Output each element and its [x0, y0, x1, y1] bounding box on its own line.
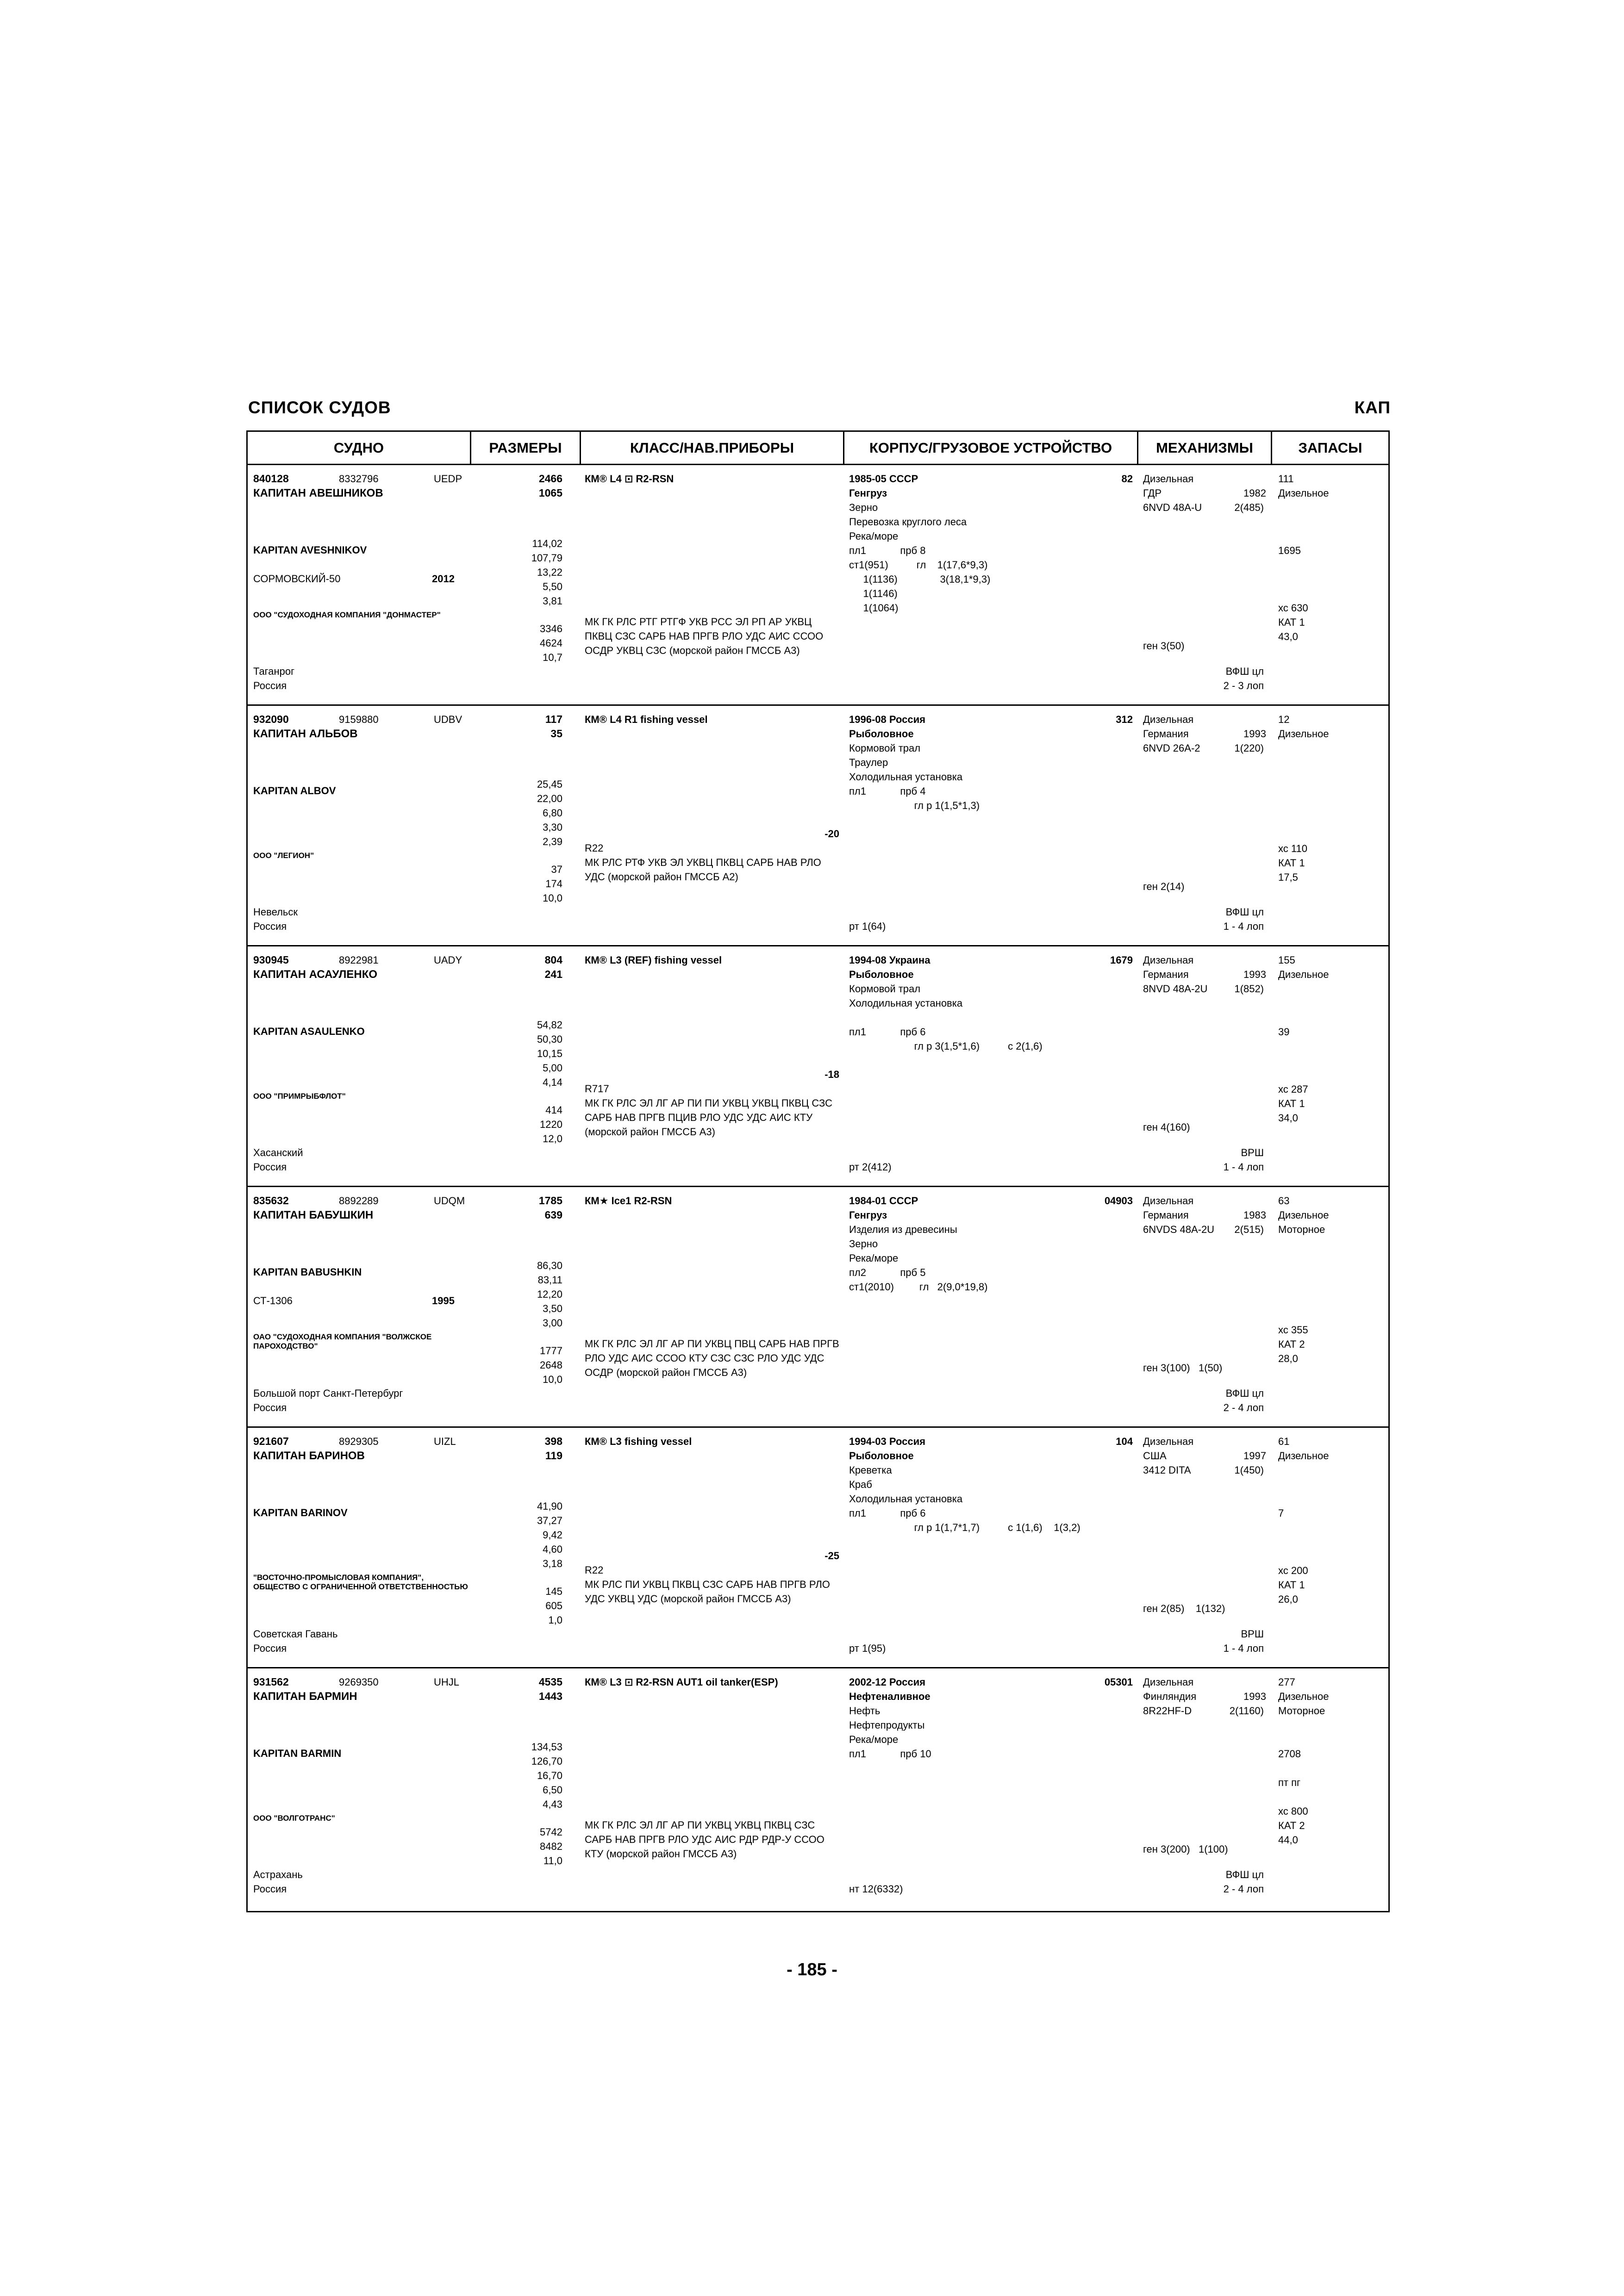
dimension-value: 3,18	[543, 1558, 562, 1569]
capacity-value: 2648	[540, 1359, 562, 1371]
flag-country: Россия	[253, 1161, 287, 1173]
engine-info: 6NVD 26A-2	[1143, 742, 1200, 754]
column-header-ship: СУДНО	[333, 440, 384, 456]
deadweight: 1785	[538, 1195, 562, 1207]
vessel-type: Рыболовное	[849, 728, 914, 740]
ship-name-ru: КАПИТАН БАРИНОВ	[253, 1450, 365, 1462]
call-sign: UEDP	[434, 473, 462, 485]
hold-info: пл1 прб 6	[849, 1507, 926, 1519]
dimension-value: 2,39	[543, 836, 562, 847]
build-number: 104	[1116, 1436, 1133, 1447]
cargo-type: Холодильная установка	[849, 1493, 963, 1505]
stores-value: 28,0	[1278, 1353, 1298, 1364]
capacity-value: 10,0	[543, 892, 562, 904]
call-sign: UHJL	[434, 1676, 460, 1688]
refrigerant: R22	[585, 842, 604, 854]
engine-power: 2(485)	[1234, 502, 1264, 513]
engine-info: Дизельная	[1143, 1676, 1194, 1688]
propeller-blades: 1 - 4 лоп	[1223, 1643, 1264, 1654]
engine-year: 1983	[1243, 1209, 1266, 1221]
home-port: Таганрог	[253, 666, 295, 677]
stores-value: Моторное	[1278, 1705, 1325, 1717]
flag-country: Россия	[253, 1402, 287, 1413]
capacity-value: 4624	[540, 637, 562, 649]
section-code: КАП	[1354, 398, 1391, 417]
flag-country: Россия	[253, 680, 287, 691]
ship-record	[248, 465, 1388, 706]
registry-number: 840128	[253, 473, 289, 485]
stores-value: 7	[1278, 1507, 1284, 1519]
gross-tonnage: 639	[544, 1209, 562, 1221]
cargo-type: Река/море	[849, 530, 899, 542]
propeller-blades: 2 - 4 лоп	[1223, 1883, 1264, 1895]
hold-info: пл1 прб 4	[849, 785, 926, 797]
build-number: 04903	[1104, 1195, 1133, 1207]
project-year: 2012	[432, 573, 455, 585]
registry-number: 921607	[253, 1435, 289, 1447]
stores-value: Дизельное	[1278, 1450, 1329, 1462]
dimension-value: 107,79	[531, 552, 562, 564]
stores-value: Дизельное	[1278, 728, 1329, 740]
engine-info: Финляндия	[1143, 1691, 1197, 1702]
engine-power: 1(450)	[1234, 1464, 1264, 1476]
registry-number: 930945	[253, 954, 289, 966]
gross-tonnage: 1065	[538, 487, 562, 499]
dimension-value: 86,30	[537, 1260, 562, 1271]
capacity-value: 1220	[540, 1119, 562, 1130]
propeller-blades: 2 - 4 лоп	[1223, 1402, 1264, 1413]
dimension-value: 16,70	[537, 1770, 562, 1781]
engine-info: Дизельная	[1143, 1436, 1194, 1447]
deadweight: 117	[545, 713, 562, 725]
hold-info: гл р 1(1,7*1,7) с 1(1,6) 1(3,2)	[849, 1522, 1081, 1533]
capacity-value: 12,0	[543, 1133, 562, 1145]
dimension-value: 3,30	[543, 821, 562, 833]
vessel-type: Генгруз	[849, 1209, 887, 1221]
nav-equipment: МК ГК РЛС ЭЛ ЛГ АР ПИ УКВЦ УКВЦ ПКВЦ СЗС САРБ НАВ ПРГВ РЛО УДС АИС РДР РДР-У ССОО КТУ (морской район ГМССБ А3)	[585, 1819, 824, 1860]
stores-value: КАТ 1	[1278, 857, 1305, 869]
engine-info: 8R22HF-D	[1143, 1705, 1192, 1717]
cargo-type: Зерно	[849, 1238, 878, 1250]
dimension-value: 25,45	[537, 778, 562, 790]
capacity-value: 1,0	[548, 1614, 562, 1626]
dimension-value: 9,42	[543, 1529, 562, 1541]
stores-value: 2708	[1278, 1748, 1301, 1760]
stores-value: хс 110	[1278, 843, 1307, 854]
build-date-country: 1984-01 СССР	[849, 1195, 918, 1207]
call-sign: UDBV	[434, 714, 462, 725]
cargo-type: Река/море	[849, 1252, 899, 1264]
column-header-stores: ЗАПАСЫ	[1298, 440, 1362, 456]
dimension-value: 114,02	[532, 538, 562, 549]
engine-info: Дизельная	[1143, 954, 1194, 966]
stores-value: Дизельное	[1278, 487, 1329, 499]
dimension-value: 3,81	[543, 595, 562, 607]
imo-number: 9159880	[339, 714, 379, 725]
generators: ген 2(14)	[1143, 881, 1185, 892]
cargo-type: Холодильная установка	[849, 997, 963, 1009]
stores-value: Дизельное	[1278, 1691, 1329, 1702]
stores-value: КАТ 1	[1278, 1579, 1305, 1591]
dimension-value: 41,90	[537, 1500, 562, 1512]
generators: ген 4(160)	[1143, 1121, 1190, 1133]
nav-equipment: МК РЛС ПИ УКВЦ ПКВЦ СЗС САРБ НАВ ПРГВ РЛО УДС УКВЦ УДС (морской район ГМССБ А3)	[585, 1579, 830, 1605]
capacity-value: 11,0	[543, 1855, 562, 1867]
dimension-value: 134,53	[531, 1741, 562, 1753]
refrigeration-temp: -18	[824, 1069, 839, 1080]
propeller: ВФШ цл	[1225, 906, 1264, 918]
stores-value: 111	[1278, 473, 1294, 485]
owner-name: "ВОСТОЧНО-ПРОМЫСЛОВАЯ КОМПАНИЯ", ОБЩЕСТВО С ОГРАНИЧЕННОЙ ОТВЕТСТВЕННОСТЬЮ	[253, 1573, 468, 1591]
build-date-country: 1994-03 Россия	[849, 1436, 925, 1447]
stores-value: 63	[1278, 1195, 1290, 1207]
stores-value: хс 287	[1278, 1083, 1308, 1095]
stores-value: 26,0	[1278, 1593, 1298, 1605]
generators: ген 3(100) 1(50)	[1143, 1362, 1223, 1374]
stores-value: КАТ 2	[1278, 1338, 1305, 1350]
imo-number: 8892289	[339, 1195, 379, 1207]
cargo-tanks: рт 1(64)	[849, 921, 886, 932]
deadweight: 804	[544, 954, 562, 966]
column-header-row	[248, 432, 1388, 465]
engine-year: 1993	[1243, 1691, 1266, 1702]
registry-number: 835632	[253, 1195, 289, 1207]
propeller-blades: 2 - 3 лоп	[1223, 680, 1264, 691]
class-notation: КМ® L4 ⊡ R2-RSN	[585, 473, 674, 485]
dimension-value: 5,00	[543, 1062, 562, 1074]
engine-info: 3412 DITA	[1143, 1464, 1191, 1476]
cargo-type: Нефтепродукты	[849, 1719, 925, 1731]
stores-value: хс 800	[1278, 1805, 1308, 1817]
class-notation: КМ® L3 ⊡ R2-RSN AUT1 oil tanker(ESP)	[585, 1676, 778, 1688]
capacity-value: 5742	[540, 1826, 562, 1838]
vessel-type: Нефтеналивное	[849, 1691, 931, 1702]
vessel-type: Генгруз	[849, 487, 887, 499]
nav-equipment: МК ГК РЛС ЭЛ ЛГ АР ПИ ПИ УКВЦ УКВЦ ПКВЦ СЗС САРБ НАВ ПРГВ ПЦИВ РЛО УДС УДС АИС КТУ (морской район ГМССБ А3)	[585, 1097, 832, 1138]
engine-info: Дизельная	[1143, 1195, 1194, 1207]
stores-value: 12	[1278, 714, 1290, 725]
cargo-type: Река/море	[849, 1734, 899, 1745]
refrigerant: R22	[585, 1564, 604, 1576]
ship-name-latin: KAPITAN BARMIN	[253, 1748, 342, 1759]
engine-info: 6NVD 48A-U	[1143, 502, 1202, 513]
dimension-value: 22,00	[537, 793, 562, 804]
cargo-tanks: рт 2(412)	[849, 1161, 892, 1173]
propeller: ВФШ цл	[1225, 666, 1264, 677]
list-title: СПИСОК СУДОВ	[248, 398, 391, 417]
engine-power: 2(1160)	[1229, 1705, 1264, 1717]
owner-name: ООО "ЛЕГИОН"	[253, 851, 314, 860]
cargo-type: Траулер	[849, 757, 888, 768]
propeller: ВФШ цл	[1225, 1869, 1264, 1880]
build-number: 05301	[1104, 1676, 1133, 1688]
build-number: 312	[1116, 714, 1133, 725]
generators: ген 2(85) 1(132)	[1143, 1603, 1225, 1614]
ship-name-latin: KAPITAN AVESHNIKOV	[253, 544, 367, 556]
build-date-country: 1985-05 СССР	[849, 473, 918, 485]
cargo-type: Нефть	[849, 1705, 881, 1717]
deadweight: 2466	[538, 473, 562, 485]
engine-info: Германия	[1143, 1209, 1189, 1221]
engine-info: 6NVDS 48A-2U	[1143, 1224, 1215, 1235]
hold-info: гл р 3(1,5*1,6) с 2(1,6)	[849, 1040, 1043, 1052]
dimension-value: 4,14	[543, 1076, 562, 1088]
hold-info: гл р 1(1,5*1,3)	[849, 800, 980, 811]
imo-number: 9269350	[339, 1676, 379, 1688]
dimension-value: 6,50	[543, 1784, 562, 1796]
call-sign: UIZL	[434, 1436, 456, 1447]
ship-project: СТ-1306	[253, 1295, 293, 1307]
vessel-type: Рыболовное	[849, 1450, 914, 1462]
registry-number: 931562	[253, 1676, 289, 1688]
engine-year: 1993	[1243, 969, 1266, 980]
stores-value: КАТ 1	[1278, 616, 1305, 628]
nav-equipment: МК ГК РЛС РТГ РТГФ УКВ РСС ЭЛ РП АР УКВЦ ПКВЦ СЗС САРБ НАВ ПРГВ РЛО УДС АИС ССОО ОСДР УКВЦ СЗС (морской район ГМССБ А3)	[585, 616, 824, 656]
engine-year: 1982	[1243, 487, 1266, 499]
ship-name-latin: KAPITAN BARINOV	[253, 1507, 348, 1518]
stores-value: 34,0	[1278, 1112, 1298, 1124]
stores-value: 1695	[1278, 545, 1301, 556]
dimension-value: 10,15	[537, 1048, 562, 1059]
refrigerant: R717	[585, 1083, 609, 1095]
call-sign: UADY	[434, 954, 462, 966]
cargo-type: Краб	[849, 1479, 872, 1490]
home-port: Невельск	[253, 906, 298, 918]
cargo-type: Перевозка круглого леса	[849, 516, 967, 528]
ship-name-latin: KAPITAN ALBOV	[253, 785, 336, 796]
dimension-value: 50,30	[537, 1033, 562, 1045]
generators: ген 3(200) 1(100)	[1143, 1843, 1228, 1855]
build-date-country: 2002-12 Россия	[849, 1676, 925, 1688]
hold-info: ст1(951) гл 1(17,6*9,3)	[849, 559, 988, 571]
ship-name-ru: КАПИТАН БАРМИН	[253, 1690, 357, 1703]
home-port: Астрахань	[253, 1869, 303, 1880]
hold-info: пл1 прб 6	[849, 1026, 926, 1038]
home-port: Большой порт Санкт-Петербург	[253, 1388, 403, 1399]
propeller-blades: 1 - 4 лоп	[1223, 1161, 1264, 1173]
cargo-type: Зерно	[849, 502, 878, 513]
column-header-class: КЛАСС/НАВ.ПРИБОРЫ	[630, 440, 794, 456]
hold-info: пл2 прб 5	[849, 1267, 926, 1278]
project-year: 1995	[432, 1295, 455, 1307]
ship-record	[248, 706, 1388, 946]
propeller: ВРШ	[1241, 1628, 1264, 1640]
capacity-value: 1777	[540, 1345, 562, 1356]
cargo-type: Кормовой трал	[849, 742, 921, 754]
home-port: Хасанский	[253, 1147, 303, 1158]
ship-name-ru: КАПИТАН АВЕШНИКОВ	[253, 487, 383, 499]
flag-country: Россия	[253, 1883, 287, 1895]
ship-register-table	[246, 430, 1390, 1912]
hold-info: 1(1136) 3(18,1*9,3)	[849, 573, 991, 585]
dimension-value: 5,50	[543, 581, 562, 592]
ship-record	[248, 946, 1388, 1187]
hold-info: 1(1146)	[849, 588, 898, 599]
generators: ген 3(50)	[1143, 640, 1185, 652]
dimension-value: 4,60	[543, 1543, 562, 1555]
stores-value: Моторное	[1278, 1224, 1325, 1235]
engine-info: Германия	[1143, 969, 1189, 980]
engine-info: Германия	[1143, 728, 1189, 740]
dimension-value: 83,11	[537, 1274, 562, 1286]
stores-value: 43,0	[1278, 631, 1298, 642]
stores-value: хс 355	[1278, 1324, 1308, 1336]
cargo-type: Кормовой трал	[849, 983, 921, 995]
build-date-country: 1994-08 Украина	[849, 954, 931, 966]
deadweight: 4535	[538, 1676, 562, 1688]
dimension-value: 6,80	[543, 807, 562, 819]
stores-value: КАТ 2	[1278, 1820, 1305, 1831]
stores-value: КАТ 1	[1278, 1098, 1305, 1109]
engine-power: 2(515)	[1234, 1224, 1264, 1235]
stores-value: пт пг	[1278, 1777, 1301, 1788]
home-port: Советская Гавань	[253, 1628, 338, 1640]
column-header-machinery: МЕХАНИЗМЫ	[1156, 440, 1253, 456]
engine-info: 8NVD 48A-2U	[1143, 983, 1208, 995]
hold-info: пл1 прб 10	[849, 1748, 931, 1760]
stores-value: 155	[1278, 954, 1295, 966]
cargo-tanks: рт 1(95)	[849, 1643, 886, 1654]
ship-name-ru: КАПИТАН БАБУШКИН	[253, 1209, 374, 1221]
owner-name: ООО "СУДОХОДНАЯ КОМПАНИЯ "ДОНМАСТЕР"	[253, 610, 441, 619]
stores-value: 44,0	[1278, 1834, 1298, 1846]
ship-project: СОРМОВСКИЙ-50	[253, 573, 341, 585]
capacity-value: 10,7	[543, 652, 562, 663]
stores-value: хс 630	[1278, 602, 1308, 614]
gross-tonnage: 1443	[538, 1690, 562, 1702]
call-sign: UDQM	[434, 1195, 465, 1207]
engine-year: 1993	[1243, 728, 1266, 740]
class-notation: КМ® L4 R1 fishing vessel	[585, 714, 708, 725]
capacity-value: 414	[545, 1104, 562, 1116]
engine-power: 1(852)	[1234, 983, 1264, 995]
vessel-type: Рыболовное	[849, 969, 914, 980]
hold-info: ст1(2010) гл 2(9,0*19,8)	[849, 1281, 988, 1293]
hold-info: 1(1064)	[849, 602, 899, 614]
flag-country: Россия	[253, 1643, 287, 1654]
capacity-value: 174	[545, 878, 562, 890]
capacity-value: 145	[545, 1586, 562, 1597]
engine-year: 1997	[1243, 1450, 1266, 1462]
stores-value: 277	[1278, 1676, 1295, 1688]
capacity-value: 605	[545, 1600, 562, 1612]
nav-equipment: МК ГК РЛС ЭЛ ЛГ АР ПИ УКВЦ ПВЦ САРБ НАВ ПРГВ РЛО УДС АИС ССОО КТУ СЗС СЗС РЛО УДС УДС ОСДР (морской район ГМССБ А3)	[585, 1338, 839, 1378]
gross-tonnage: 35	[550, 728, 562, 740]
dimension-value: 126,70	[531, 1755, 562, 1767]
engine-power: 1(220)	[1234, 742, 1264, 754]
engine-info: США	[1143, 1450, 1167, 1462]
ship-name-ru: КАПИТАН АЛЬБОВ	[253, 728, 358, 740]
dimension-value: 37,27	[537, 1515, 562, 1526]
hold-info: пл1 прб 8	[849, 545, 926, 556]
deadweight: 398	[544, 1435, 562, 1447]
gross-tonnage: 119	[545, 1450, 562, 1462]
propeller: ВРШ	[1241, 1147, 1264, 1158]
class-notation: КМ® L3 fishing vessel	[585, 1436, 692, 1447]
class-notation: КМ® L3 (REF) fishing vessel	[585, 954, 722, 966]
stores-value: 17,5	[1278, 871, 1298, 883]
class-notation: КМ★ Ice1 R2-RSN	[585, 1195, 672, 1207]
imo-number: 8929305	[339, 1436, 379, 1447]
build-date-country: 1996-08 Россия	[849, 714, 925, 725]
imo-number: 8922981	[339, 954, 379, 966]
capacity-value: 37	[551, 864, 562, 875]
engine-info: Дизельная	[1143, 473, 1194, 485]
cargo-type: Изделия из древесины	[849, 1224, 957, 1235]
cargo-tanks: нт 12(6332)	[849, 1883, 903, 1895]
ship-record	[248, 1428, 1388, 1668]
ship-name-latin: KAPITAN BABUSHKIN	[253, 1266, 362, 1278]
dimension-value: 12,20	[537, 1288, 562, 1300]
column-header-hull: КОРПУС/ГРУЗОВОЕ УСТРОЙСТВО	[869, 440, 1112, 456]
column-header-dimensions: РАЗМЕРЫ	[489, 440, 562, 456]
capacity-value: 10,0	[543, 1374, 562, 1385]
cargo-type: Креветка	[849, 1464, 892, 1476]
stores-value: хс 200	[1278, 1565, 1308, 1576]
ship-record	[248, 1668, 1388, 1909]
page-number: - 185 -	[787, 1960, 837, 1979]
build-number: 1679	[1110, 954, 1133, 966]
cargo-type: Холодильная установка	[849, 771, 963, 783]
capacity-value: 8482	[540, 1841, 562, 1852]
stores-value: 39	[1278, 1026, 1290, 1038]
ship-record	[248, 1187, 1388, 1428]
nav-equipment: МК РЛС РТФ УКВ ЭЛ УКВЦ ПКВЦ САРБ НАВ РЛО УДС (морской район ГМССБ А2)	[585, 857, 821, 883]
owner-name: ООО "ПРИМРЫБФЛОТ"	[253, 1092, 346, 1101]
propeller: ВФШ цл	[1225, 1388, 1264, 1399]
capacity-value: 3346	[540, 623, 562, 635]
stores-value: Дизельное	[1278, 1209, 1329, 1221]
owner-name: ОАО "СУДОХОДНАЯ КОМПАНИЯ "ВОЛЖСКОЕ ПАРОХОДСТВО"	[253, 1332, 432, 1350]
gross-tonnage: 241	[544, 968, 562, 980]
owner-name: ООО "ВОЛГОТРАНС"	[253, 1814, 335, 1823]
dimension-value: 3,00	[543, 1317, 562, 1329]
build-number: 82	[1121, 473, 1133, 485]
flag-country: Россия	[253, 921, 287, 932]
dimension-value: 54,82	[537, 1019, 562, 1031]
refrigeration-temp: -25	[824, 1550, 839, 1562]
engine-info: Дизельная	[1143, 714, 1194, 725]
registry-number: 932090	[253, 713, 289, 725]
imo-number: 8332796	[339, 473, 379, 485]
refrigeration-temp: -20	[824, 828, 839, 840]
dimension-value: 3,50	[543, 1303, 562, 1314]
dimension-value: 4,43	[543, 1798, 562, 1810]
stores-value: Дизельное	[1278, 969, 1329, 980]
ship-name-ru: КАПИТАН АСАУЛЕНКО	[253, 968, 378, 981]
engine-info: ГДР	[1143, 487, 1162, 499]
dimension-value: 13,22	[537, 566, 562, 578]
stores-value: 61	[1278, 1436, 1290, 1447]
ship-name-latin: KAPITAN ASAULENKO	[253, 1026, 365, 1037]
propeller-blades: 1 - 4 лоп	[1223, 921, 1264, 932]
